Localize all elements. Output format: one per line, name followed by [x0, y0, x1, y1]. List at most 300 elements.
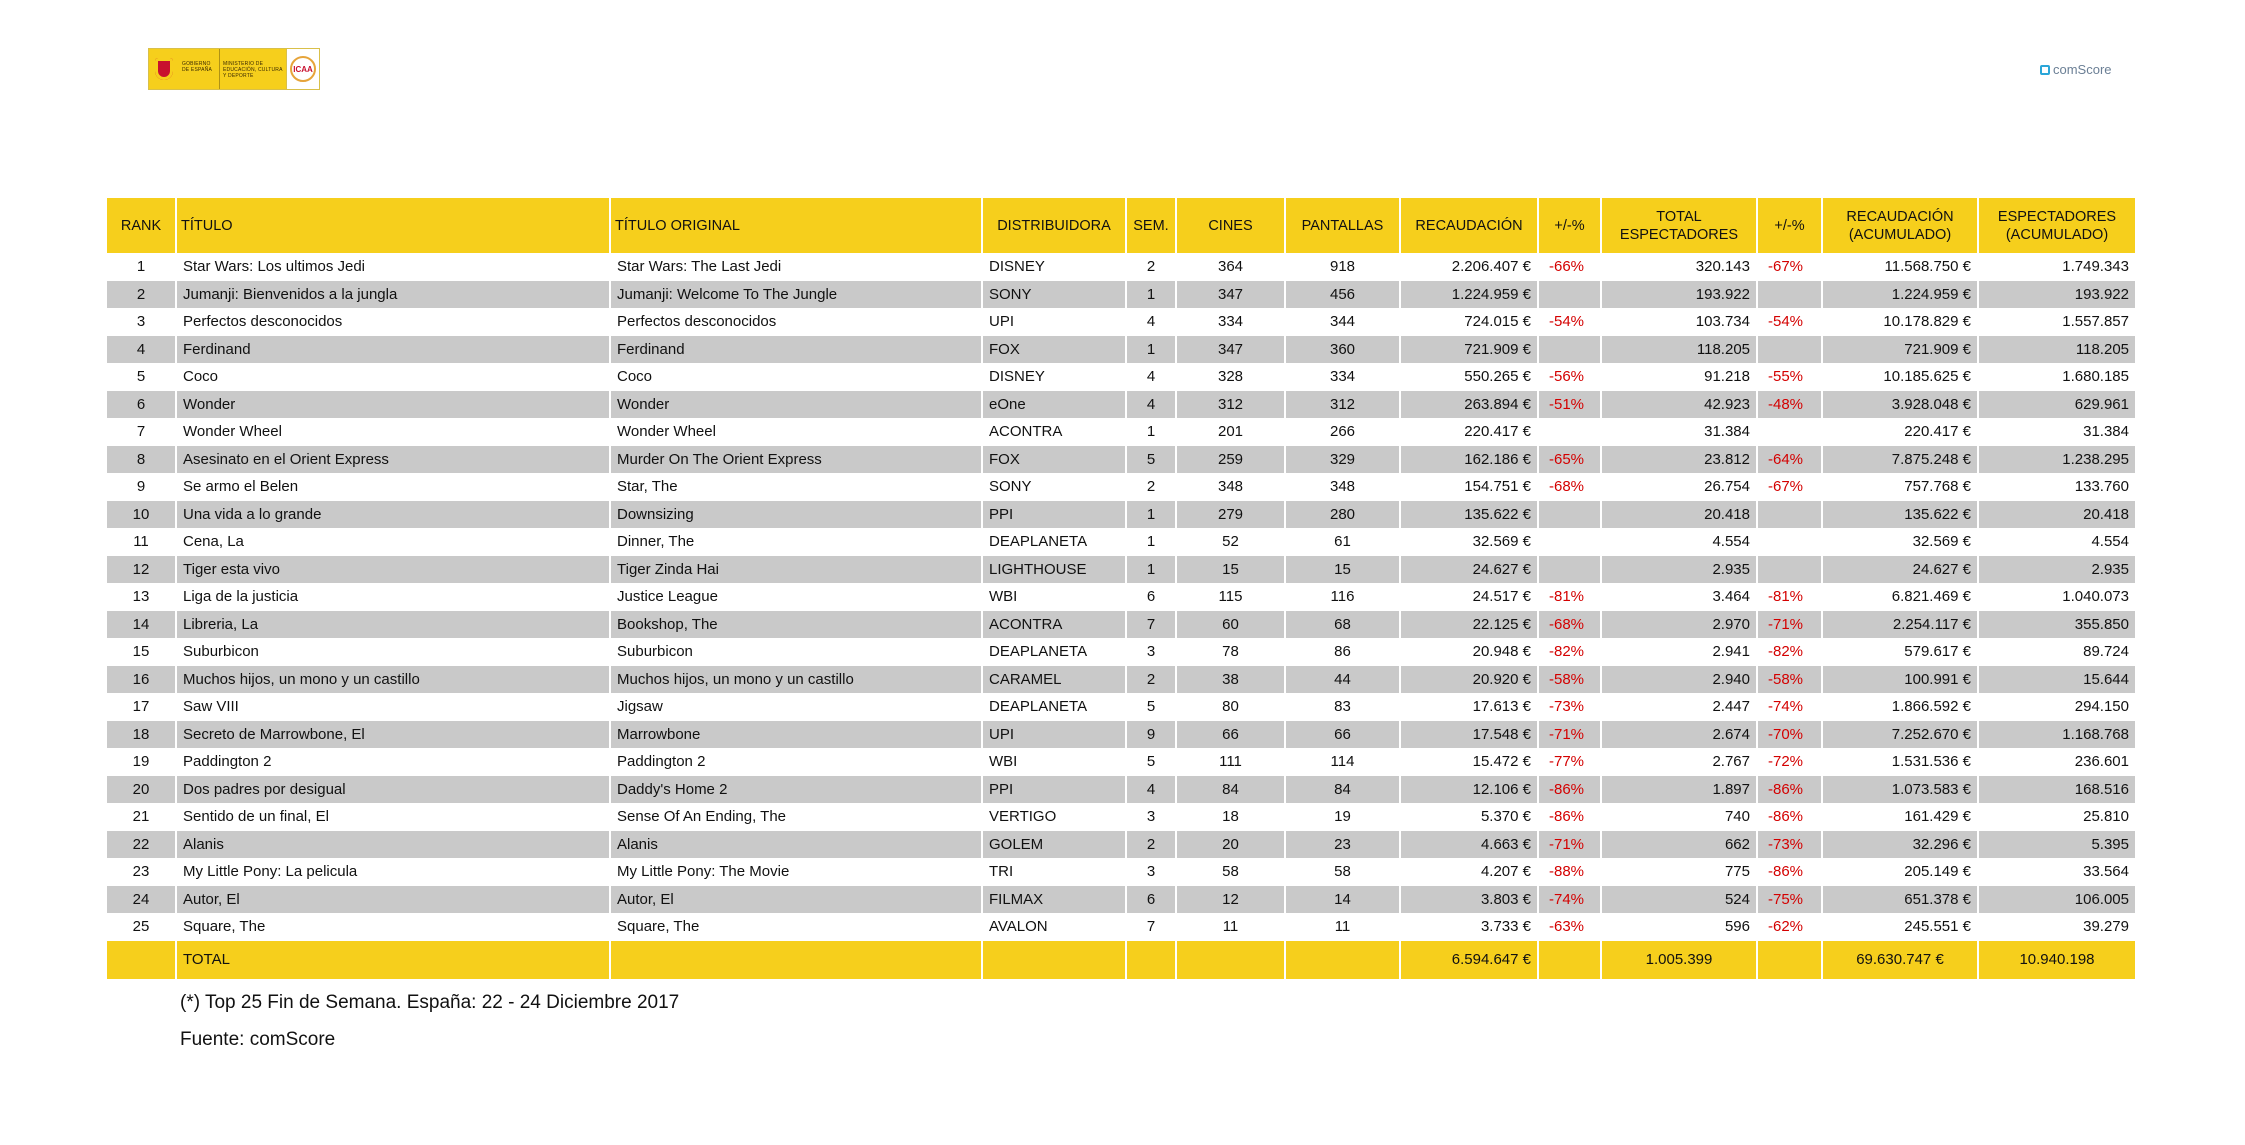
cell-distribuidora: WBI: [982, 583, 1126, 611]
cell-espectadores: 193.922: [1601, 281, 1757, 309]
cell-titulo: Se armo el Belen: [176, 473, 610, 501]
table-row: [107, 831, 2136, 859]
cell-semanas: 1: [1126, 418, 1176, 446]
cell-recaudacion: 550.265 €: [1400, 363, 1538, 391]
cell-rank: 4: [107, 336, 176, 364]
cell-recaudacion: 1.224.959 €: [1400, 281, 1538, 309]
cell-variacion-recaudacion: -81%: [1538, 583, 1601, 611]
cell-recaudacion: 4.663 €: [1400, 831, 1538, 859]
cell-cines: 78: [1176, 638, 1285, 666]
cell-recaudacion: 17.613 €: [1400, 693, 1538, 721]
cell-semanas: 2: [1126, 253, 1176, 281]
cell-recaudacion: 24.627 €: [1400, 556, 1538, 584]
cell-espectadores-acumulado: 168.516: [1978, 776, 2136, 804]
cell-recaudacion-acumulado: 100.991 €: [1822, 666, 1978, 694]
header-titulo-original: TÍTULO ORIGINAL: [610, 198, 982, 253]
cell-recaudacion-acumulado: 757.768 €: [1822, 473, 1978, 501]
table-row: [107, 418, 2136, 446]
table-row: [107, 693, 2136, 721]
cell-variacion-recaudacion: -88%: [1538, 858, 1601, 886]
box-office-table: [107, 198, 2137, 979]
cell-titulo: Tiger esta vivo: [176, 556, 610, 584]
total-empty-cell: [1757, 941, 1822, 979]
cell-titulo-original: Paddington 2: [610, 748, 982, 776]
header-semanas: SEM.: [1126, 198, 1176, 253]
cell-recaudacion-acumulado: 721.909 €: [1822, 336, 1978, 364]
cell-espectadores-acumulado: 1.680.185: [1978, 363, 2136, 391]
table-row: [107, 583, 2136, 611]
cell-recaudacion-acumulado: 245.551 €: [1822, 913, 1978, 941]
cell-espectadores-acumulado: 236.601: [1978, 748, 2136, 776]
cell-titulo-original: Muchos hijos, un mono y un castillo: [610, 666, 982, 694]
cell-pantallas: 360: [1285, 336, 1400, 364]
cell-espectadores-acumulado: 20.418: [1978, 501, 2136, 529]
cell-espectadores: 103.734: [1601, 308, 1757, 336]
cell-recaudacion: 263.894 €: [1400, 391, 1538, 419]
cell-recaudacion: 3.733 €: [1400, 913, 1538, 941]
total-espectadores: 1.005.399: [1601, 941, 1757, 979]
cell-recaudacion: 5.370 €: [1400, 803, 1538, 831]
cell-variacion-espectadores: -86%: [1757, 858, 1822, 886]
cell-pantallas: 348: [1285, 473, 1400, 501]
cell-espectadores-acumulado: 25.810: [1978, 803, 2136, 831]
cell-rank: 14: [107, 611, 176, 639]
cell-distribuidora: ACONTRA: [982, 418, 1126, 446]
cell-cines: 12: [1176, 886, 1285, 914]
cell-distribuidora: AVALON: [982, 913, 1126, 941]
cell-titulo: Suburbicon: [176, 638, 610, 666]
cell-variacion-espectadores: -55%: [1757, 363, 1822, 391]
cell-recaudacion: 15.472 €: [1400, 748, 1538, 776]
cell-titulo-original: Star Wars: The Last Jedi: [610, 253, 982, 281]
cell-variacion-espectadores: -81%: [1757, 583, 1822, 611]
total-empty-cell: [1176, 941, 1285, 979]
cell-recaudacion-acumulado: 1.531.536 €: [1822, 748, 1978, 776]
cell-pantallas: 15: [1285, 556, 1400, 584]
cell-titulo: Sentido de un final, El: [176, 803, 610, 831]
table-row: [107, 308, 2136, 336]
total-empty-cell: [982, 941, 1126, 979]
cell-semanas: 6: [1126, 583, 1176, 611]
cell-recaudacion-acumulado: 7.875.248 €: [1822, 446, 1978, 474]
cell-espectadores-acumulado: 4.554: [1978, 528, 2136, 556]
cell-rank: 19: [107, 748, 176, 776]
cell-pantallas: 84: [1285, 776, 1400, 804]
table-row: [107, 253, 2136, 281]
cell-semanas: 1: [1126, 281, 1176, 309]
cell-recaudacion: 12.106 €: [1400, 776, 1538, 804]
cell-rank: 16: [107, 666, 176, 694]
cell-cines: 60: [1176, 611, 1285, 639]
cell-espectadores-acumulado: 89.724: [1978, 638, 2136, 666]
cell-cines: 364: [1176, 253, 1285, 281]
cell-cines: 115: [1176, 583, 1285, 611]
cell-espectadores-acumulado: 15.644: [1978, 666, 2136, 694]
cell-recaudacion: 17.548 €: [1400, 721, 1538, 749]
table-row: [107, 666, 2136, 694]
cell-pantallas: 23: [1285, 831, 1400, 859]
cell-variacion-recaudacion: [1538, 556, 1601, 584]
cell-titulo: Wonder Wheel: [176, 418, 610, 446]
cell-distribuidora: LIGHTHOUSE: [982, 556, 1126, 584]
cell-recaudacion-acumulado: 135.622 €: [1822, 501, 1978, 529]
cell-variacion-recaudacion: -54%: [1538, 308, 1601, 336]
cell-pantallas: 66: [1285, 721, 1400, 749]
cell-cines: 347: [1176, 336, 1285, 364]
cell-variacion-espectadores: [1757, 418, 1822, 446]
cell-titulo: Autor, El: [176, 886, 610, 914]
cell-titulo-original: Suburbicon: [610, 638, 982, 666]
cell-variacion-espectadores: -58%: [1757, 666, 1822, 694]
cell-titulo: Dos padres por desigual: [176, 776, 610, 804]
table-row: [107, 501, 2136, 529]
cell-distribuidora: DEAPLANETA: [982, 693, 1126, 721]
cell-cines: 80: [1176, 693, 1285, 721]
gobierno-logo: [148, 48, 320, 90]
cell-titulo-original: Jumanji: Welcome To The Jungle: [610, 281, 982, 309]
cell-titulo-original: Autor, El: [610, 886, 982, 914]
cell-titulo: My Little Pony: La pelicula: [176, 858, 610, 886]
cell-titulo-original: Star, The: [610, 473, 982, 501]
cell-variacion-recaudacion: -71%: [1538, 721, 1601, 749]
cell-distribuidora: FILMAX: [982, 886, 1126, 914]
cell-espectadores: 2.674: [1601, 721, 1757, 749]
cell-cines: 84: [1176, 776, 1285, 804]
cell-pantallas: 114: [1285, 748, 1400, 776]
cell-cines: 18: [1176, 803, 1285, 831]
cell-distribuidora: VERTIGO: [982, 803, 1126, 831]
cell-variacion-espectadores: [1757, 556, 1822, 584]
cell-recaudacion: 154.751 €: [1400, 473, 1538, 501]
cell-distribuidora: PPI: [982, 776, 1126, 804]
header-rank: RANK: [107, 198, 176, 253]
cell-titulo: Cena, La: [176, 528, 610, 556]
cell-titulo-original: Murder On The Orient Express: [610, 446, 982, 474]
cell-espectadores: 2.941: [1601, 638, 1757, 666]
cell-rank: 18: [107, 721, 176, 749]
cell-variacion-espectadores: -73%: [1757, 831, 1822, 859]
cell-espectadores-acumulado: 1.238.295: [1978, 446, 2136, 474]
cell-recaudacion: 22.125 €: [1400, 611, 1538, 639]
cell-variacion-recaudacion: -58%: [1538, 666, 1601, 694]
table-row: [107, 886, 2136, 914]
cell-titulo: Alanis: [176, 831, 610, 859]
cell-recaudacion-acumulado: 3.928.048 €: [1822, 391, 1978, 419]
cell-rank: 12: [107, 556, 176, 584]
cell-espectadores-acumulado: 31.384: [1978, 418, 2136, 446]
cell-distribuidora: FOX: [982, 446, 1126, 474]
cell-pantallas: 266: [1285, 418, 1400, 446]
cell-variacion-recaudacion: -68%: [1538, 473, 1601, 501]
cell-titulo-original: Perfectos desconocidos: [610, 308, 982, 336]
table-row: [107, 446, 2136, 474]
cell-distribuidora: DISNEY: [982, 253, 1126, 281]
cell-distribuidora: UPI: [982, 308, 1126, 336]
cell-titulo: Libreria, La: [176, 611, 610, 639]
cell-semanas: 4: [1126, 363, 1176, 391]
cell-espectadores: 775: [1601, 858, 1757, 886]
cell-variacion-recaudacion: -71%: [1538, 831, 1601, 859]
cell-rank: 17: [107, 693, 176, 721]
cell-titulo: Ferdinand: [176, 336, 610, 364]
cell-variacion-recaudacion: -66%: [1538, 253, 1601, 281]
table-row: [107, 473, 2136, 501]
cell-cines: 328: [1176, 363, 1285, 391]
cell-titulo-original: Alanis: [610, 831, 982, 859]
table-row: [107, 913, 2136, 941]
cell-cines: 312: [1176, 391, 1285, 419]
total-label: TOTAL: [176, 941, 610, 979]
cell-espectadores-acumulado: 193.922: [1978, 281, 2136, 309]
cell-distribuidora: FOX: [982, 336, 1126, 364]
cell-espectadores: 4.554: [1601, 528, 1757, 556]
cell-recaudacion: 32.569 €: [1400, 528, 1538, 556]
header-recaudacion-acumulado: RECAUDACIÓN (ACUMULADO): [1822, 198, 1978, 253]
cell-pantallas: 280: [1285, 501, 1400, 529]
cell-titulo: Asesinato en el Orient Express: [176, 446, 610, 474]
table-row: [107, 803, 2136, 831]
cell-cines: 66: [1176, 721, 1285, 749]
cell-pantallas: 86: [1285, 638, 1400, 666]
total-recaudacion: 6.594.647 €: [1400, 941, 1538, 979]
cell-recaudacion-acumulado: 205.149 €: [1822, 858, 1978, 886]
cell-rank: 7: [107, 418, 176, 446]
cell-cines: 348: [1176, 473, 1285, 501]
cell-recaudacion-acumulado: 7.252.670 €: [1822, 721, 1978, 749]
cell-espectadores-acumulado: 133.760: [1978, 473, 2136, 501]
cell-semanas: 4: [1126, 391, 1176, 419]
cell-espectadores: 2.940: [1601, 666, 1757, 694]
cell-titulo: Star Wars: Los ultimos Jedi: [176, 253, 610, 281]
cell-variacion-espectadores: -75%: [1757, 886, 1822, 914]
cell-titulo: Saw VIII: [176, 693, 610, 721]
header-espectadores-acumulado: ESPECTADORES (ACUMULADO): [1978, 198, 2136, 253]
cell-variacion-espectadores: -71%: [1757, 611, 1822, 639]
cell-variacion-espectadores: -67%: [1757, 253, 1822, 281]
cell-espectadores-acumulado: 355.850: [1978, 611, 2136, 639]
cell-espectadores: 2.970: [1601, 611, 1757, 639]
cell-semanas: 5: [1126, 446, 1176, 474]
total-empty-cell: [1126, 941, 1176, 979]
cell-distribuidora: SONY: [982, 281, 1126, 309]
cell-variacion-espectadores: -48%: [1757, 391, 1822, 419]
cell-titulo: Paddington 2: [176, 748, 610, 776]
cell-distribuidora: GOLEM: [982, 831, 1126, 859]
cell-recaudacion: 24.517 €: [1400, 583, 1538, 611]
cell-espectadores-acumulado: 5.395: [1978, 831, 2136, 859]
table-row: [107, 528, 2136, 556]
cell-recaudacion: 2.206.407 €: [1400, 253, 1538, 281]
cell-distribuidora: WBI: [982, 748, 1126, 776]
cell-recaudacion-acumulado: 10.178.829 €: [1822, 308, 1978, 336]
cell-semanas: 1: [1126, 556, 1176, 584]
total-empty-cell: [610, 941, 982, 979]
table-row: [107, 858, 2136, 886]
table-row: [107, 748, 2136, 776]
cell-pantallas: 116: [1285, 583, 1400, 611]
header-titulo: TÍTULO: [176, 198, 610, 253]
cell-semanas: 5: [1126, 693, 1176, 721]
cell-espectadores: 320.143: [1601, 253, 1757, 281]
cell-recaudacion-acumulado: 32.296 €: [1822, 831, 1978, 859]
cell-recaudacion-acumulado: 6.821.469 €: [1822, 583, 1978, 611]
cell-cines: 279: [1176, 501, 1285, 529]
cell-recaudacion: 724.015 €: [1400, 308, 1538, 336]
cell-titulo-original: Wonder: [610, 391, 982, 419]
cell-rank: 25: [107, 913, 176, 941]
cell-titulo-original: Downsizing: [610, 501, 982, 529]
cell-pantallas: 918: [1285, 253, 1400, 281]
header-distribuidora: DISTRIBUIDORA: [982, 198, 1126, 253]
cell-espectadores-acumulado: 294.150: [1978, 693, 2136, 721]
cell-espectadores: 2.447: [1601, 693, 1757, 721]
total-empty-cell: [1538, 941, 1601, 979]
cell-titulo-original: Wonder Wheel: [610, 418, 982, 446]
cell-variacion-espectadores: -70%: [1757, 721, 1822, 749]
table-row: [107, 556, 2136, 584]
total-empty-cell: [107, 941, 176, 979]
cell-semanas: 6: [1126, 886, 1176, 914]
cell-recaudacion-acumulado: 11.568.750 €: [1822, 253, 1978, 281]
comscore-mark-icon: [2040, 65, 2050, 75]
cell-variacion-recaudacion: [1538, 336, 1601, 364]
cell-semanas: 7: [1126, 611, 1176, 639]
cell-cines: 259: [1176, 446, 1285, 474]
cell-distribuidora: ACONTRA: [982, 611, 1126, 639]
icaa-emblem-icon: ICAA: [286, 49, 319, 89]
cell-variacion-espectadores: [1757, 501, 1822, 529]
cell-espectadores-acumulado: 1.168.768: [1978, 721, 2136, 749]
cell-recaudacion: 162.186 €: [1400, 446, 1538, 474]
cell-cines: 11: [1176, 913, 1285, 941]
cell-recaudacion: 3.803 €: [1400, 886, 1538, 914]
cell-variacion-espectadores: -86%: [1757, 776, 1822, 804]
cell-pantallas: 329: [1285, 446, 1400, 474]
cell-semanas: 3: [1126, 858, 1176, 886]
cell-pantallas: 456: [1285, 281, 1400, 309]
cell-espectadores-acumulado: 33.564: [1978, 858, 2136, 886]
cell-titulo: Liga de la justicia: [176, 583, 610, 611]
cell-semanas: 1: [1126, 336, 1176, 364]
header-pantallas: PANTALLAS: [1285, 198, 1400, 253]
cell-variacion-recaudacion: -63%: [1538, 913, 1601, 941]
header-variacion-espectadores: +/-%: [1757, 198, 1822, 253]
cell-recaudacion: 135.622 €: [1400, 501, 1538, 529]
cell-espectadores-acumulado: 629.961: [1978, 391, 2136, 419]
cell-semanas: 2: [1126, 666, 1176, 694]
cell-rank: 11: [107, 528, 176, 556]
cell-distribuidora: CARAMEL: [982, 666, 1126, 694]
cell-distribuidora: TRI: [982, 858, 1126, 886]
cell-pantallas: 11: [1285, 913, 1400, 941]
cell-pantallas: 61: [1285, 528, 1400, 556]
cell-recaudacion-acumulado: 10.185.625 €: [1822, 363, 1978, 391]
comscore-logo: [2040, 62, 2112, 77]
cell-recaudacion-acumulado: 161.429 €: [1822, 803, 1978, 831]
cell-variacion-recaudacion: -68%: [1538, 611, 1601, 639]
cell-espectadores-acumulado: 118.205: [1978, 336, 2136, 364]
cell-titulo: Square, The: [176, 913, 610, 941]
cell-distribuidora: DISNEY: [982, 363, 1126, 391]
table-row: [107, 363, 2136, 391]
cell-pantallas: 334: [1285, 363, 1400, 391]
cell-distribuidora: DEAPLANETA: [982, 638, 1126, 666]
total-espectadores-acumulado: 10.940.198: [1978, 941, 2136, 979]
cell-espectadores: 118.205: [1601, 336, 1757, 364]
cell-titulo: Jumanji: Bienvenidos a la jungla: [176, 281, 610, 309]
table-row: [107, 776, 2136, 804]
cell-titulo-original: My Little Pony: The Movie: [610, 858, 982, 886]
cell-espectadores: 20.418: [1601, 501, 1757, 529]
total-recaudacion-acumulado: 69.630.747 €: [1822, 941, 1978, 979]
cell-espectadores: 31.384: [1601, 418, 1757, 446]
cell-espectadores: 26.754: [1601, 473, 1757, 501]
cell-variacion-recaudacion: -65%: [1538, 446, 1601, 474]
cell-semanas: 2: [1126, 831, 1176, 859]
cell-espectadores-acumulado: 2.935: [1978, 556, 2136, 584]
cell-titulo: Perfectos desconocidos: [176, 308, 610, 336]
cell-rank: 9: [107, 473, 176, 501]
cell-espectadores: 2.767: [1601, 748, 1757, 776]
comscore-logo-text: comScore: [2053, 62, 2112, 77]
cell-recaudacion-acumulado: 1.073.583 €: [1822, 776, 1978, 804]
cell-recaudacion-acumulado: 1.866.592 €: [1822, 693, 1978, 721]
cell-titulo-original: Justice League: [610, 583, 982, 611]
cell-rank: 13: [107, 583, 176, 611]
cell-semanas: 9: [1126, 721, 1176, 749]
cell-pantallas: 44: [1285, 666, 1400, 694]
cell-rank: 21: [107, 803, 176, 831]
cell-espectadores-acumulado: 1.040.073: [1978, 583, 2136, 611]
cell-cines: 347: [1176, 281, 1285, 309]
ministerio-text: MINISTERIO DE EDUCACIÓN, CULTURA Y DEPORTE: [223, 61, 283, 79]
cell-recaudacion-acumulado: 1.224.959 €: [1822, 281, 1978, 309]
cell-pantallas: 68: [1285, 611, 1400, 639]
cell-variacion-espectadores: [1757, 281, 1822, 309]
cell-recaudacion: 20.920 €: [1400, 666, 1538, 694]
cell-espectadores: 42.923: [1601, 391, 1757, 419]
cell-cines: 20: [1176, 831, 1285, 859]
cell-variacion-espectadores: [1757, 528, 1822, 556]
cell-semanas: 1: [1126, 501, 1176, 529]
cell-rank: 1: [107, 253, 176, 281]
cell-cines: 201: [1176, 418, 1285, 446]
cell-rank: 23: [107, 858, 176, 886]
total-empty-cell: [1285, 941, 1400, 979]
cell-recaudacion: 20.948 €: [1400, 638, 1538, 666]
cell-distribuidora: UPI: [982, 721, 1126, 749]
table-row: [107, 336, 2136, 364]
cell-rank: 8: [107, 446, 176, 474]
cell-pantallas: 312: [1285, 391, 1400, 419]
cell-variacion-recaudacion: -73%: [1538, 693, 1601, 721]
cell-titulo-original: Sense Of An Ending, The: [610, 803, 982, 831]
header-cines: CINES: [1176, 198, 1285, 253]
cell-semanas: 4: [1126, 776, 1176, 804]
cell-recaudacion: 220.417 €: [1400, 418, 1538, 446]
cell-titulo: Wonder: [176, 391, 610, 419]
header-recaudacion: RECAUDACIÓN: [1400, 198, 1538, 253]
cell-recaudacion: 721.909 €: [1400, 336, 1538, 364]
cell-recaudacion-acumulado: 24.627 €: [1822, 556, 1978, 584]
cell-cines: 58: [1176, 858, 1285, 886]
cell-variacion-espectadores: -86%: [1757, 803, 1822, 831]
cell-semanas: 2: [1126, 473, 1176, 501]
cell-recaudacion-acumulado: 579.617 €: [1822, 638, 1978, 666]
cell-titulo-original: Coco: [610, 363, 982, 391]
cell-variacion-recaudacion: [1538, 418, 1601, 446]
cell-semanas: 5: [1126, 748, 1176, 776]
